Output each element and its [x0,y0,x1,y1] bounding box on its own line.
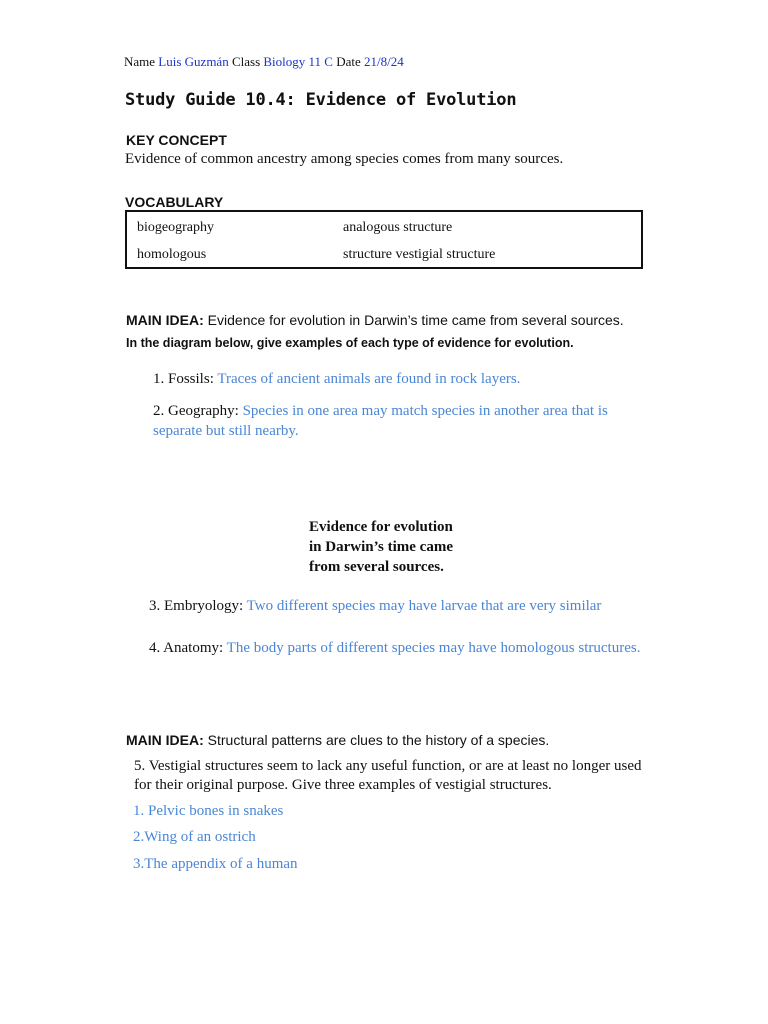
main-idea-1 [126,312,624,328]
vocab-term: homologous [137,247,207,262]
question-fossils [153,371,520,388]
class-value: Biology 11 C [263,54,333,69]
question-anatomy [149,640,640,657]
question-label: 1. Fossils: [153,371,214,387]
header-line [124,54,404,70]
main-idea-label: MAIN IDEA: [126,312,204,328]
key-concept-text: Evidence of common ancestry among species comes from many sources. [125,151,564,167]
vocab-term: analogous structure [343,220,453,235]
main-idea-text: Structural patterns are clues to the history of a species. [207,732,550,748]
vocabulary-table [125,210,643,269]
main-idea-text: Evidence for evolution in Darwin’s time came from several sources. [207,312,624,328]
page-title: Study Guide 10.4: Evidence of Evolution [125,90,517,110]
date-value: 21/8/24 [364,54,404,69]
question-vestigial: 5. Vestigial structures seem to lack any useful function, or are at least no longer used for their original purpose. Give three examples of vestigial structures. [134,758,642,793]
vocab-term: structure vestigial structure [343,247,496,262]
answer-text: Traces of ancient animals are found in rock layers. [217,371,521,387]
vestigial-example: 1. Pelvic bones in snakes [133,803,284,819]
class-label: Class [231,54,261,69]
question-embryology [149,598,601,615]
center-evidence-text: Evidence for evolution in Darwin’s time came from several sources. [309,519,453,575]
date-label: Date [336,54,361,69]
question-geography [153,401,653,441]
question-label: 3. Embryology: [149,598,244,614]
question-label: 2. Geography: [153,403,239,419]
instruction-text: In the diagram below, give examples of each type of evidence for evolution. [126,336,574,350]
name-label: Name [124,54,156,69]
answer-text: Species in one area may match species in another area that is separate but still nearby. [153,403,608,439]
answer-text: Two different species may have larvae that are very similar [246,598,602,614]
main-idea-2 [126,732,549,748]
name-value: Luis Guzmán [158,54,229,69]
answer-text: The body parts of different species may have homologous structures. [226,640,641,656]
vestigial-example: 3.The appendix of a human [133,856,298,872]
main-idea-label: MAIN IDEA: [126,732,204,748]
vocabulary-label: VOCABULARY [125,194,224,210]
key-concept-label: KEY CONCEPT [126,132,227,148]
question-label: 4. Anatomy: [149,640,224,656]
vestigial-example: 2.Wing of an ostrich [133,829,256,845]
vocab-term: biogeography [137,220,214,235]
